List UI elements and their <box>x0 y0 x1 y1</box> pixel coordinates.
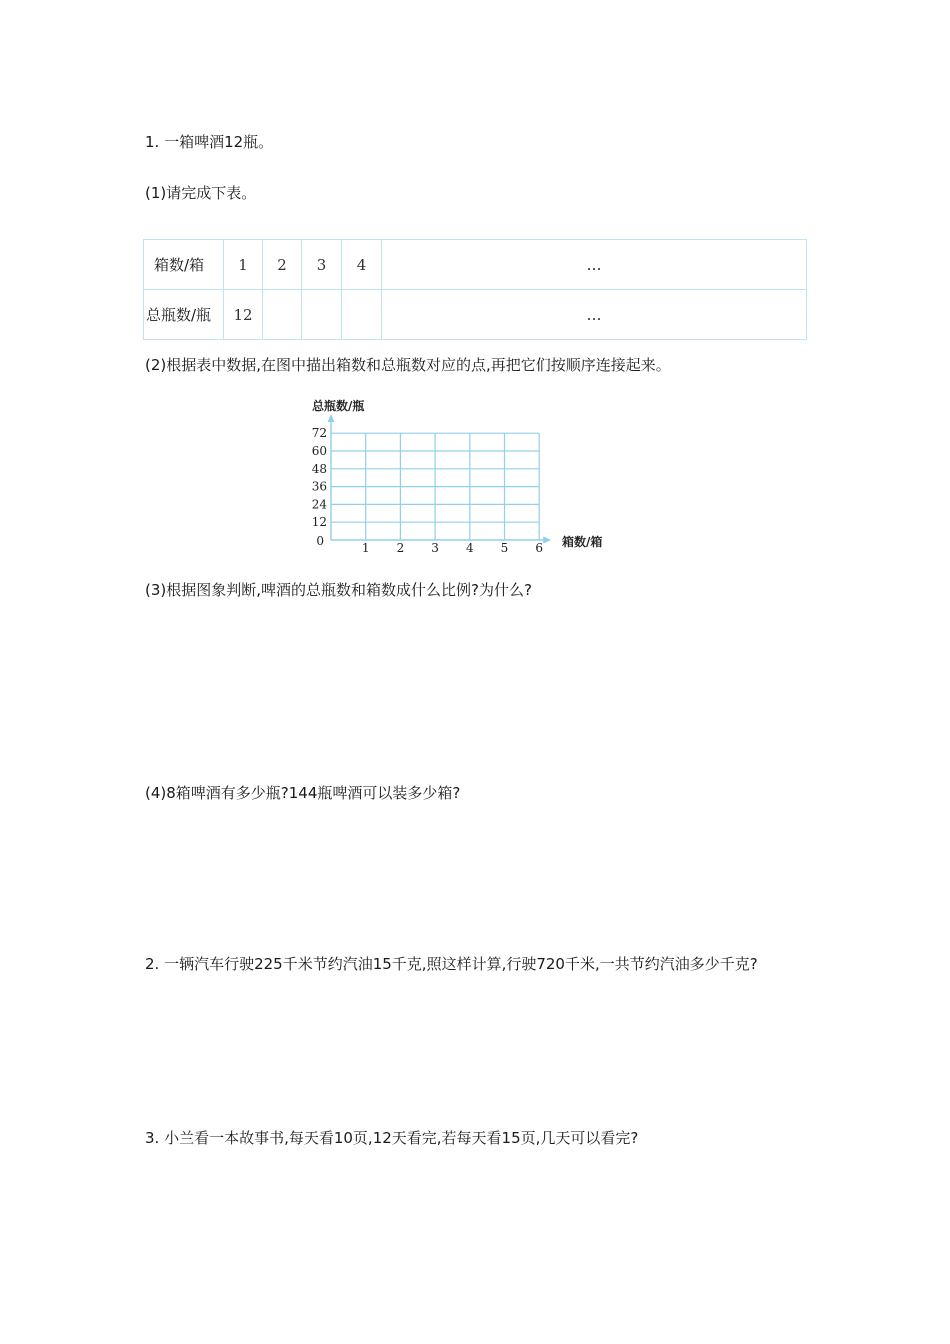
data-table <box>143 239 807 340</box>
x-axis-arrow-icon <box>543 537 551 544</box>
x-tick-label: 1 <box>361 541 370 555</box>
question-1-part-3: (3)根据图象判断,啤酒的总瓶数和箱数成什么比例?为什么? <box>145 581 532 599</box>
question-1-part-1: (1)请完成下表。 <box>145 184 257 202</box>
x-tick-label: 6 <box>535 541 544 555</box>
x-axis-label: 箱数/箱 <box>562 535 603 549</box>
table-cell-blank[interactable] <box>263 290 302 340</box>
x-tick-label: 5 <box>500 541 509 555</box>
question-1-part-4: (4)8箱啤酒有多少瓶?144瓶啤酒可以装多少箱? <box>145 784 461 802</box>
table-cell: 12 <box>224 290 263 340</box>
question-2: 2. 一辆汽车行驶225千米节约汽油15千克,照这样计算,行驶720千米,一共节约汽油多少千克? <box>145 955 758 973</box>
x-tick-label: 2 <box>396 541 405 555</box>
question-1-title: 1. 一箱啤酒12瓶。 <box>145 133 274 151</box>
row-header-boxes: 箱数/箱 <box>144 240 224 290</box>
y-tick-label: 36 <box>311 479 327 494</box>
y-tick-label: 60 <box>311 444 327 458</box>
y-tick-label: 12 <box>311 515 327 530</box>
y-tick-label: 24 <box>311 497 327 512</box>
row-header-bottles: 总瓶数/瓶 <box>144 290 224 340</box>
question-3: 3. 小兰看一本故事书,每天看10页,12天看完,若每天看15页,几天可以看完? <box>145 1129 639 1147</box>
x-tick-label: 4 <box>465 541 474 555</box>
table-ellipsis: … <box>382 290 807 340</box>
table-cell: 4 <box>342 240 382 290</box>
table-cell: 1 <box>224 240 263 290</box>
y-tick-label: 72 <box>311 426 327 441</box>
table-cell: 3 <box>302 240 342 290</box>
chart <box>290 390 630 560</box>
table-row <box>144 290 807 340</box>
y-axis-label: 总瓶数/瓶 <box>312 399 365 413</box>
table-ellipsis: … <box>382 240 807 290</box>
table-cell-blank[interactable] <box>342 290 382 340</box>
question-1-part-2: (2)根据表中数据,在图中描出箱数和总瓶数对应的点,再把它们按顺序连接起来。 <box>145 356 671 374</box>
table-cell-blank[interactable] <box>302 290 342 340</box>
y-axis-arrow-icon <box>328 414 335 422</box>
table-row <box>144 240 807 290</box>
table-cell: 2 <box>263 240 302 290</box>
x-tick-label: 3 <box>431 541 439 555</box>
origin-label: 0 <box>316 534 324 548</box>
y-tick-label: 48 <box>311 461 327 476</box>
